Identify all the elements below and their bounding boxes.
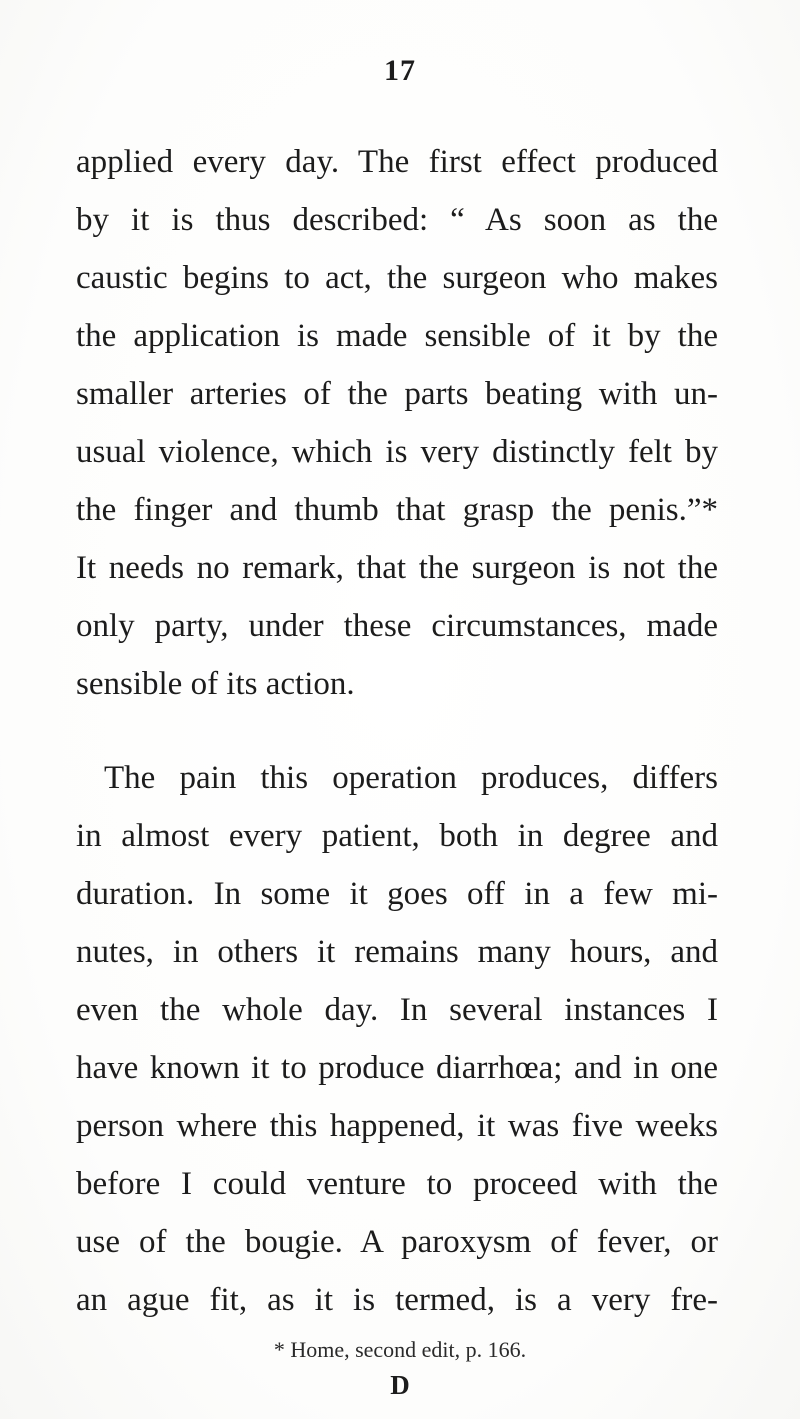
text-line: sensible of its action. <box>76 666 355 702</box>
text-line: by it is thus described: “ As soon as the <box>76 202 718 238</box>
text-line: applied every day. The first effect produced <box>76 144 718 180</box>
text-line: duration. In some it goes off in a few mi- <box>76 876 718 912</box>
signature-mark: D <box>390 1370 410 1400</box>
text-line: nutes, in others it remains many hours, and <box>76 934 718 970</box>
text-line: have known it to produce diarrhœa; and in one <box>76 1050 718 1086</box>
footnote: * Home, second edit, p. 166. <box>273 1337 527 1362</box>
text-line: an ague fit, as it is termed, is a very fre- <box>76 1282 718 1318</box>
text-line: even the whole day. In several instances I <box>76 992 718 1028</box>
text-line: the application is made sensible of it by the <box>76 318 718 354</box>
text-line: usual violence, which is very distinctly felt by <box>76 434 718 470</box>
text-line: the finger and thumb that grasp the penis.”* <box>76 492 718 528</box>
text-line: The pain this operation produces, differs <box>104 760 718 796</box>
text-line: in almost every patient, both in degree and <box>76 818 718 854</box>
text-line: person where this happened, it was five weeks <box>76 1108 718 1144</box>
page-number: 17 <box>384 54 416 87</box>
text-line: caustic begins to act, the surgeon who makes <box>76 260 718 296</box>
text-line: before I could venture to proceed with the <box>76 1166 718 1202</box>
text-line: smaller arteries of the parts beating with un- <box>76 376 718 412</box>
text-line: It needs no remark, that the surgeon is not the <box>76 550 718 586</box>
text-line: only party, under these circumstances, made <box>76 608 718 644</box>
text-line: use of the bougie. A paroxysm of fever, or <box>76 1224 718 1260</box>
